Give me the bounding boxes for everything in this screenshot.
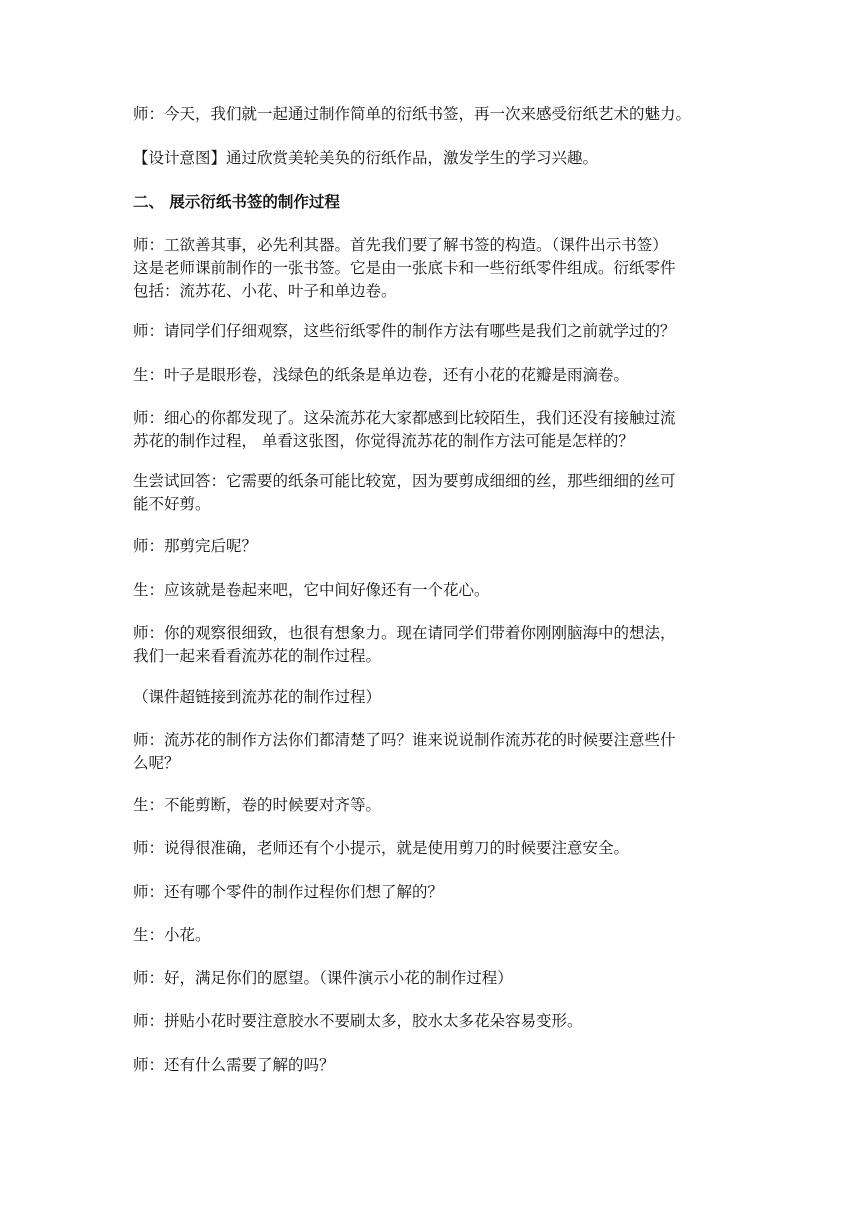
paragraph-design-intent bbox=[133, 147, 733, 170]
text-line: 师：好，满足你们的愿望。（课件演示小花的制作过程） bbox=[133, 969, 513, 987]
text-line: 师：说得很准确，老师还有个小提示，就是使用剪刀的时候要注意安全。 bbox=[133, 839, 630, 857]
paragraph-teacher-question bbox=[133, 320, 733, 343]
paragraph-student-no-cut bbox=[133, 794, 733, 817]
text-line: 生尝试回答：它需要的纸条可能比较宽，因为要剪成细细的丝，那些细细的丝可 bbox=[133, 472, 676, 490]
text-line: 包括：流苏花、小花、叶子和单边卷。 bbox=[133, 282, 397, 300]
paragraph-teacher-demo bbox=[133, 967, 733, 990]
paragraph-teacher-intro bbox=[133, 103, 733, 126]
paragraph-student-try bbox=[133, 470, 733, 516]
paragraph-teacher-notice bbox=[133, 729, 733, 775]
paragraph-student-roll bbox=[133, 579, 733, 602]
text-line: 能不好剪。 bbox=[133, 495, 211, 513]
text-line: 师：还有什么需要了解的吗？ bbox=[133, 1056, 335, 1074]
text-line: 师：细心的你都发现了。这朵流苏花大家都感到比较陌生，我们还没有接触过流 bbox=[133, 409, 676, 427]
text-line: 生：不能剪断，卷的时候要对齐等。 bbox=[133, 796, 382, 814]
paragraph-courseware-link bbox=[133, 686, 733, 709]
text-line: 我们一起来看看流苏花的制作过程。 bbox=[133, 647, 382, 665]
text-line: 【设计意图】通过欣赏美轮美奂的衍纸作品，激发学生的学习兴趣。 bbox=[133, 149, 599, 167]
text-line: 师：拼贴小花时要注意胶水不要刷太多，胶水太多花朵容易变形。 bbox=[133, 1012, 583, 1030]
text-line: 师：你的观察很细致，也很有想象力。现在请同学们带着你刚刚脑海中的想法， bbox=[133, 624, 676, 642]
text-line: 生：小花。 bbox=[133, 926, 211, 944]
text-line: 生：应该就是卷起来吧，它中间好像还有一个花心。 bbox=[133, 581, 490, 599]
section-heading bbox=[133, 190, 733, 213]
text-line: 师：请同学们仔细观察，这些衍纸零件的制作方法有哪些是我们之前就学过的？ bbox=[133, 322, 676, 340]
text-line: 师：工欲善其事，必先利其器。首先我们要了解书签的构造。（课件出示书签） bbox=[133, 236, 668, 254]
paragraph-teacher-praise bbox=[133, 622, 733, 668]
text-line: 师：流苏花的制作方法你们都清楚了吗？谁来说说制作流苏花的时候要注意些什 bbox=[133, 731, 676, 749]
text-line: （课件超链接到流苏花的制作过程） bbox=[133, 688, 382, 706]
paragraph-bookmark-structure bbox=[133, 234, 733, 303]
paragraph-teacher-tassel bbox=[133, 407, 733, 453]
paragraph-teacher-anything-else bbox=[133, 1054, 733, 1077]
paragraph-student-answer bbox=[133, 364, 733, 387]
text-line: 二、 展示衍纸书签的制作过程 bbox=[133, 192, 340, 211]
paragraph-teacher-glue bbox=[133, 1010, 733, 1033]
paragraph-teacher-after-cut bbox=[133, 535, 733, 558]
text-line: 么呢？ bbox=[133, 754, 180, 772]
text-line: 苏花的制作过程， 单看这张图，你觉得流苏花的制作方法可能是怎样的？ bbox=[133, 432, 634, 450]
paragraph-teacher-safety bbox=[133, 837, 733, 860]
text-line: 这是老师课前制作的一张书签。它是由一张底卡和一些衍纸零件组成。衍纸零件 bbox=[133, 259, 676, 277]
text-line: 师：那剪完后呢？ bbox=[133, 537, 258, 555]
paragraph-teacher-other-parts bbox=[133, 881, 733, 904]
paragraph-student-small-flower bbox=[133, 924, 733, 947]
text-line: 师：今天，我们就一起通过制作简单的衍纸书签，再一次来感受衍纸艺术的魅力。 bbox=[133, 105, 692, 123]
text-line: 生：叶子是眼形卷，浅绿色的纸条是单边卷，还有小花的花瓣是雨滴卷。 bbox=[133, 366, 630, 384]
text-line: 师：还有哪个零件的制作过程你们想了解的？ bbox=[133, 883, 444, 901]
